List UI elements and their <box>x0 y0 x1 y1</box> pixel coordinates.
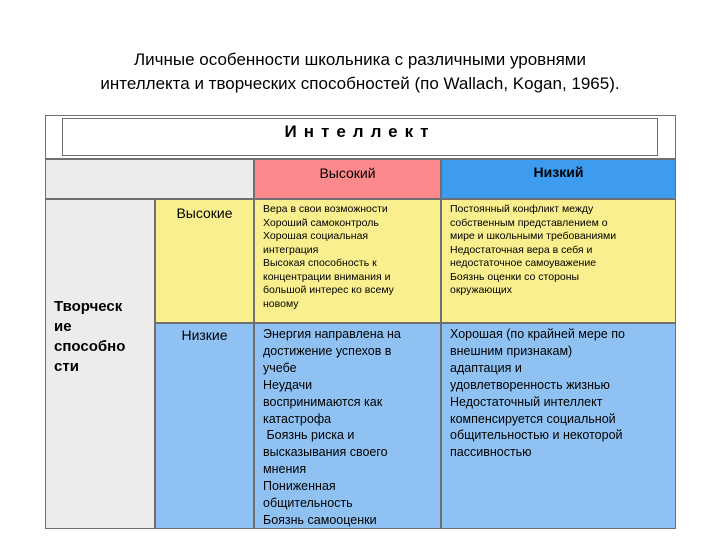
cell-line: концентрации внимания и <box>263 270 391 283</box>
cell-line: Неудачи <box>263 377 313 392</box>
cell-line: воспринимаются как <box>263 394 383 409</box>
cell-low-creativity-low-intellect <box>441 323 676 529</box>
empty-corner-cell <box>45 159 254 199</box>
title-line-1: Личные особенности школьника с различными уровнями <box>134 50 586 69</box>
cell-line: компенсируется социальной <box>450 411 616 426</box>
cell-line: достижение успехов в <box>263 343 392 358</box>
cell-line: Пониженная <box>263 479 336 494</box>
cell-line: катастрофа <box>263 411 332 426</box>
cell-line: Высокая способность к <box>263 257 377 269</box>
cell-line: Постоянный конфликт между <box>450 203 594 215</box>
cell-line: большой интерес ко всему <box>263 284 394 296</box>
cell-line: окружающих <box>450 284 513 296</box>
cell-line: Энергия направлена на <box>263 327 401 341</box>
intellect-header: Интеллект <box>62 118 658 156</box>
row-group-line: Творческ <box>54 298 123 315</box>
cell-line: Хороший самоконтроль <box>263 216 379 229</box>
cell-line: собственным представлением о <box>450 216 608 229</box>
row-group-line: сти <box>54 358 79 375</box>
row-group-line: ие <box>54 318 72 335</box>
cell-line: общительностью и некоторой <box>450 428 623 443</box>
cell-high-creativity-high-intellect <box>254 199 441 323</box>
row-group-creativity <box>45 199 155 529</box>
cell-line: пассивностью <box>450 445 532 460</box>
cell-line: интеграция <box>263 243 319 256</box>
cell-line: удовлетворенность жизнью <box>450 377 610 392</box>
cell-line: новому <box>263 297 299 310</box>
cell-line: высказывания своего <box>263 445 388 460</box>
cell-line: внешним признакам) <box>450 343 573 358</box>
cell-line: Хорошая социальная <box>263 230 369 242</box>
cell-line: мире и школьными требованиями <box>450 230 617 242</box>
page-title <box>40 48 680 96</box>
cell-line: общительность <box>263 496 353 511</box>
cell-line: адаптация и <box>450 360 522 375</box>
cell-line: Вера в свои возможности <box>263 203 388 215</box>
cell-line: Боязнь риска и <box>263 428 355 443</box>
cell-line: Хорошая (по крайней мере по <box>450 327 625 341</box>
cell-line: учебе <box>263 360 297 375</box>
row-header-high: Высокие <box>155 199 254 323</box>
cell-line: Боязнь самооценки <box>263 512 377 527</box>
column-header-high: Высокий <box>254 159 441 199</box>
cell-line: Боязнь оценки со стороны <box>450 270 580 283</box>
cell-high-creativity-low-intellect <box>441 199 676 323</box>
cell-low-creativity-high-intellect <box>254 323 441 529</box>
row-group-line: способно <box>54 338 126 355</box>
cell-line: Недостаточный интеллект <box>450 394 603 409</box>
row-header-low: Низкие <box>155 323 254 529</box>
cell-line: Недостаточная вера в себя и <box>450 243 593 256</box>
column-header-low: Низкий <box>441 159 676 199</box>
title-line-2: интеллекта и творческих способностей (по Wallach, Kogan, 1965). <box>100 74 620 93</box>
cell-line: недостаточное самоуважение <box>450 257 597 269</box>
row-group-label <box>54 297 152 377</box>
cell-line: мнения <box>263 462 307 477</box>
